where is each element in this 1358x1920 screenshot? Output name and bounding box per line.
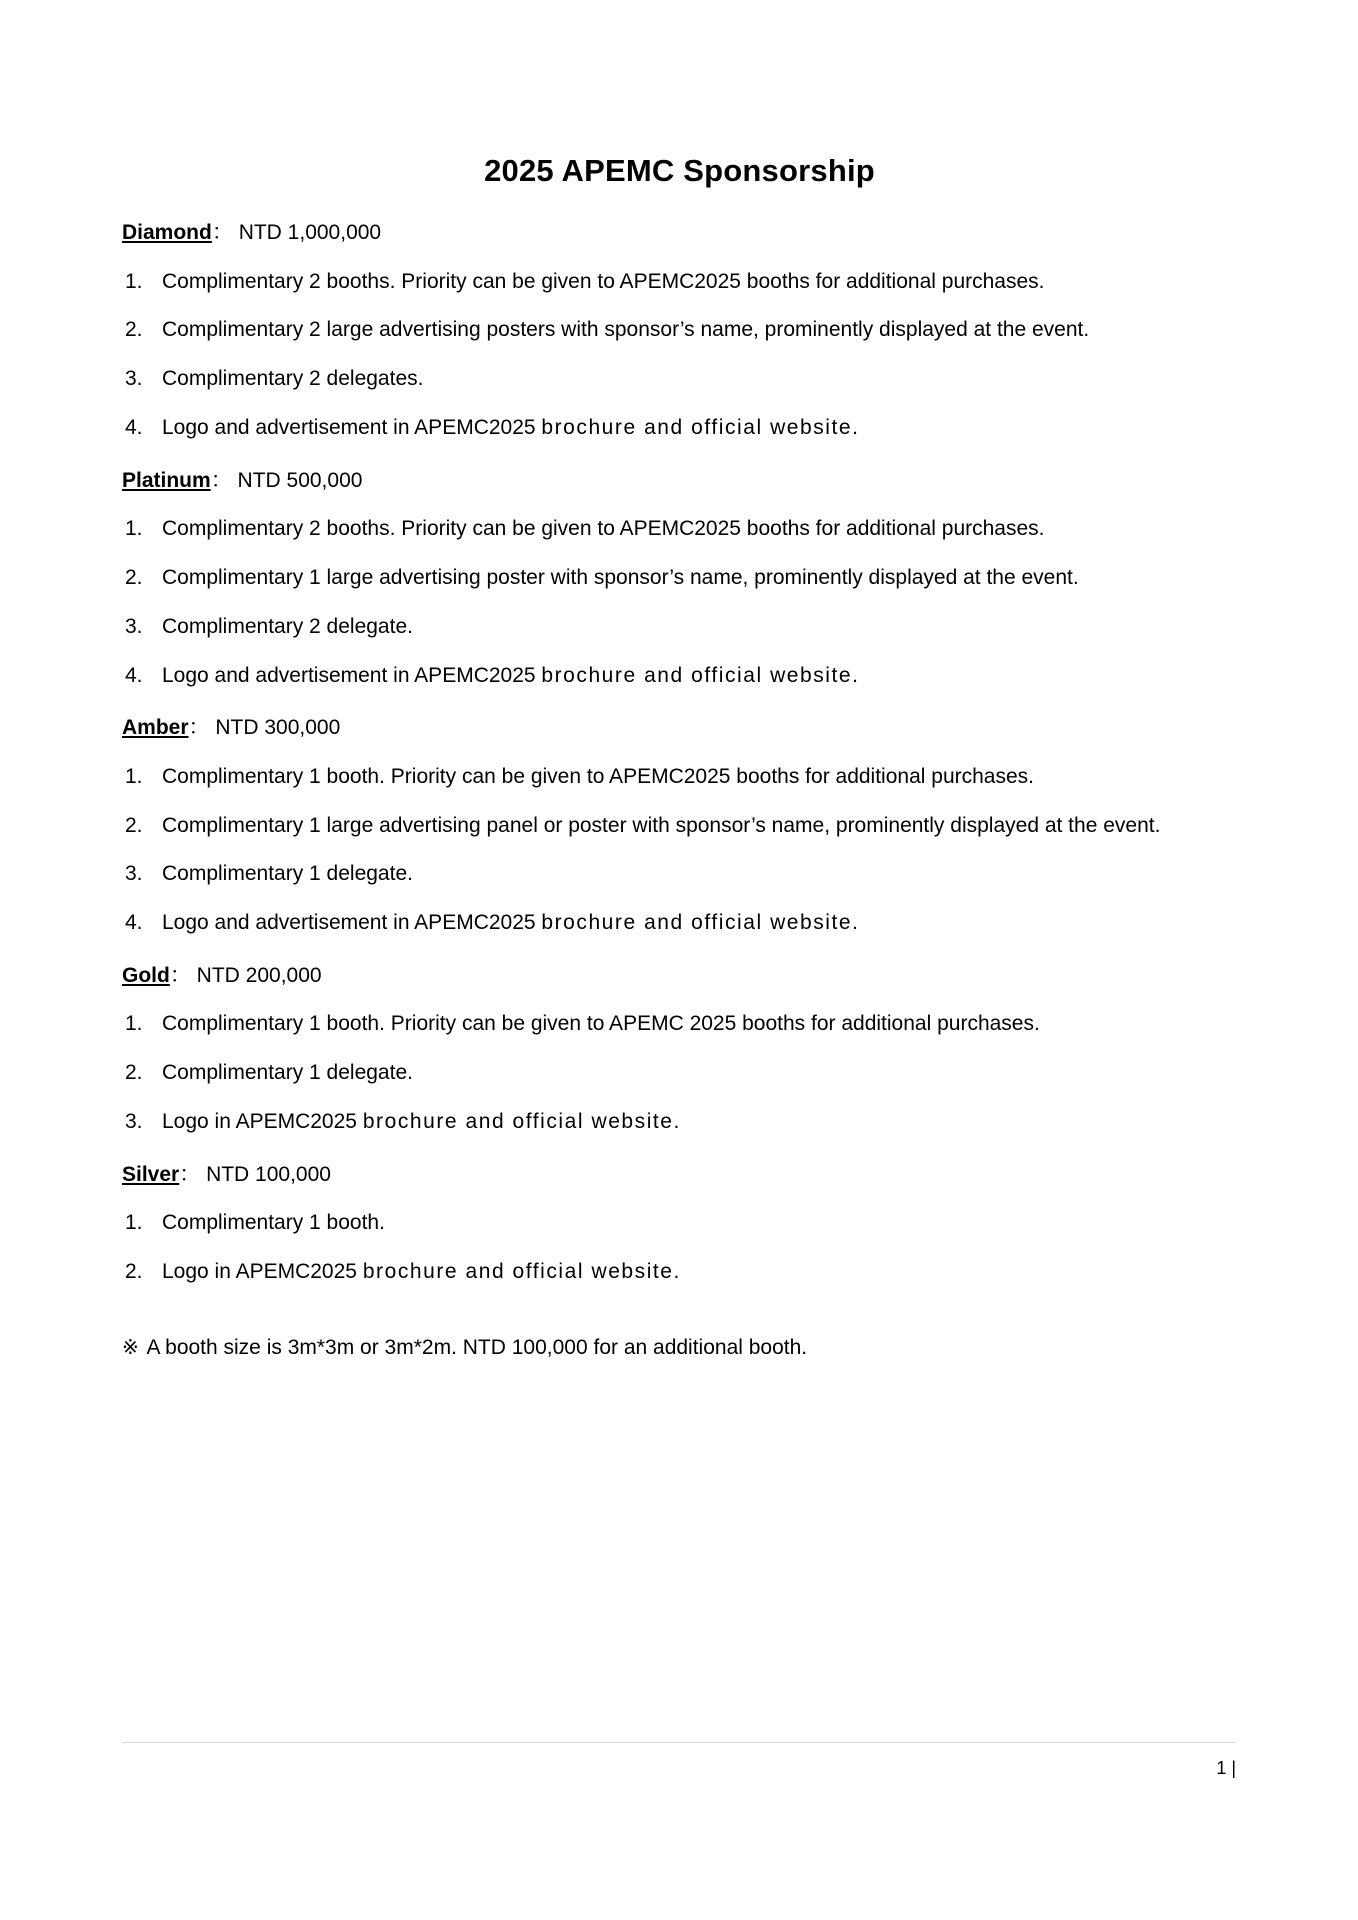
- tier-heading: [122, 219, 1237, 247]
- list-item-marker: 3.: [125, 367, 143, 391]
- list-item-text: Complimentary 1 large advertising panel or poster with sponsor’s name, prominently displayed at the event.: [162, 813, 1161, 837]
- tier-name: Platinum: [122, 468, 211, 492]
- list-item-text: Complimentary 2 booths. Priority can be given to APEMC2025 booths for additional purchases.: [162, 517, 1045, 541]
- list-item: [122, 413, 1237, 443]
- list-item: [122, 612, 1237, 642]
- list-item: [122, 1208, 1237, 1238]
- tier-section: [122, 1161, 1237, 1287]
- tier-colon: ：: [169, 963, 191, 987]
- list-item: [122, 315, 1237, 345]
- page-title: 2025 APEMC Sponsorship: [484, 153, 875, 188]
- list-item: [122, 859, 1237, 889]
- tier-section: [122, 962, 1237, 1137]
- list-item-text: brochure and official website.: [362, 1259, 681, 1283]
- list-item: [122, 1107, 1237, 1137]
- list-item: [122, 1257, 1237, 1287]
- list-item-marker: 1.: [125, 764, 143, 788]
- list-item-marker: 2.: [125, 318, 143, 342]
- list-item-marker: 4.: [125, 415, 143, 439]
- list-item-text-lead: Logo in APEMC2025: [162, 1109, 363, 1133]
- tier-name: Amber: [122, 716, 189, 740]
- tier-section: [122, 467, 1237, 691]
- list-item: [122, 267, 1237, 297]
- list-item: [122, 762, 1237, 792]
- list-item-text-lead: Logo and advertisement in APEMC2025: [162, 911, 542, 935]
- list-item-marker: 4.: [125, 663, 143, 687]
- tier-amount: NTD 100,000: [206, 1162, 331, 1186]
- list-item-text: brochure and official website.: [362, 1109, 681, 1133]
- list-item-text-lead: Logo and advertisement in APEMC2025: [162, 415, 542, 439]
- list-item-text: Complimentary 1 delegate.: [162, 862, 413, 886]
- page-footer: [122, 1742, 1236, 1802]
- tier-colon: ：: [211, 221, 233, 245]
- list-item-marker: 3.: [125, 614, 143, 638]
- tier-benefit-list: [122, 1208, 1237, 1287]
- list-item-marker: 1.: [125, 1211, 143, 1235]
- tier-heading: [122, 714, 1237, 742]
- tier-name: Gold: [122, 963, 170, 987]
- tier-amount: NTD 500,000: [237, 468, 363, 492]
- tier-name: Silver: [122, 1162, 180, 1186]
- footnote: [122, 1333, 1237, 1363]
- list-item-marker: 1.: [125, 517, 143, 541]
- tier-benefit-list: [122, 514, 1237, 690]
- tier-name: Diamond: [122, 221, 212, 245]
- list-item-text: Complimentary 1 delegate.: [162, 1061, 413, 1085]
- tier-colon: ：: [188, 716, 210, 740]
- list-item-marker: 4.: [125, 911, 143, 935]
- tier-benefit-list: [122, 1009, 1237, 1136]
- tier-amount: NTD 300,000: [215, 716, 341, 740]
- list-item-marker: 2.: [125, 813, 143, 837]
- tier-heading: [122, 1161, 1237, 1189]
- list-item-text: Complimentary 1 booth. Priority can be given to APEMC2025 booths for additional purchases.: [162, 764, 1034, 788]
- list-item-marker: 1.: [125, 269, 143, 293]
- list-item-marker: 2.: [125, 1259, 143, 1283]
- list-item-text: brochure and official website.: [541, 911, 860, 935]
- list-item-text: brochure and official website.: [541, 415, 860, 439]
- sponsorship-tier-list: [122, 219, 1237, 1287]
- tier-amount: NTD 200,000: [196, 963, 322, 987]
- list-item-marker: 3.: [125, 862, 143, 886]
- list-item-text: Complimentary 2 delegate.: [162, 614, 413, 638]
- list-item-text: Complimentary 2 delegates.: [162, 367, 424, 391]
- tier-benefit-list: [122, 762, 1237, 938]
- tier-benefit-list: [122, 267, 1237, 443]
- document-body: [122, 0, 1237, 1384]
- tier-colon: ：: [210, 468, 232, 492]
- list-item: [122, 563, 1237, 593]
- list-item: [122, 364, 1237, 394]
- list-item-text: brochure and official website.: [541, 663, 860, 687]
- list-item-text: Complimentary 1 booth.: [162, 1211, 385, 1235]
- list-item: [122, 661, 1237, 691]
- tier-amount: NTD 1,000,000: [238, 221, 382, 245]
- list-item-marker: 1.: [125, 1012, 143, 1036]
- list-item-text: Complimentary 2 large advertising posters with sponsor’s name, prominently displayed at the event.: [162, 318, 1090, 342]
- list-item-text-lead: Logo in APEMC2025: [162, 1259, 363, 1283]
- list-item-text: Complimentary 2 booths. Priority can be given to APEMC2025 booths for additional purchases.: [162, 269, 1045, 293]
- list-item: [122, 811, 1237, 841]
- list-item-marker: 2.: [125, 1061, 143, 1085]
- tier-section: [122, 219, 1237, 443]
- list-item: [122, 1009, 1237, 1039]
- page-number: 1 |: [1216, 1758, 1236, 1778]
- list-item: [122, 1058, 1237, 1088]
- tier-heading: [122, 467, 1237, 495]
- list-item-text: Complimentary 1 booth. Priority can be given to APEMC 2025 booths for additional purchases.: [162, 1012, 1040, 1036]
- tier-section: [122, 714, 1237, 938]
- list-item: [122, 514, 1237, 544]
- tier-colon: ：: [179, 1162, 201, 1186]
- reference-mark-icon: ※: [122, 1334, 139, 1359]
- list-item: [122, 908, 1237, 938]
- list-item-marker: 3.: [125, 1109, 143, 1133]
- list-item-marker: 2.: [125, 565, 143, 589]
- list-item-text-lead: Logo and advertisement in APEMC2025: [162, 663, 542, 687]
- list-item-text: Complimentary 1 large advertising poster with sponsor’s name, prominently displayed at the event.: [162, 565, 1079, 589]
- tier-heading: [122, 962, 1237, 990]
- footnote-text: A booth size is 3m*3m or 3m*2m. NTD 100,000 for an additional booth.: [146, 1335, 808, 1359]
